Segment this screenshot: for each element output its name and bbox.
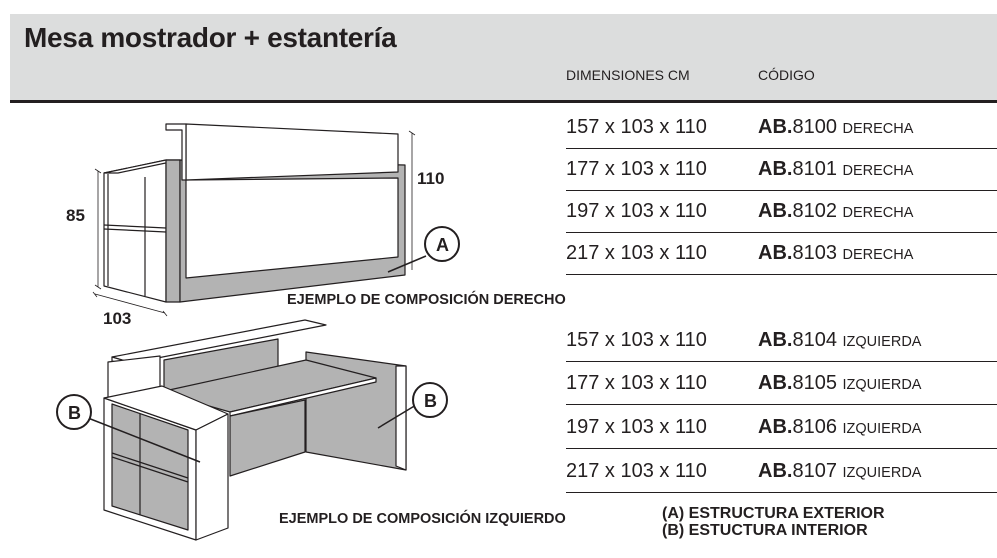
caption-left-composition: EJEMPLO DE COMPOSICIÓN IZQUIERDO: [279, 511, 566, 527]
caption-right-composition: EJEMPLO DE COMPOSICIÓN DERECHO: [287, 292, 566, 308]
marker-b-label-left: B: [68, 403, 81, 423]
row-dimensions: 177 x 103 x 110: [566, 158, 707, 180]
code-side: IZQUIERDA: [842, 377, 922, 393]
code-side: DERECHA: [842, 121, 914, 137]
code-side: DERECHA: [842, 247, 914, 263]
row-dimensions: 177 x 103 x 110: [566, 372, 707, 394]
code-side: IZQUIERDA: [842, 334, 922, 350]
code-prefix: AB.: [758, 116, 793, 138]
dimension-label-height: 85: [66, 206, 85, 225]
page-title: Mesa mostrador + estantería: [24, 22, 397, 53]
marker-b-label-right: B: [424, 391, 437, 411]
legend-item-b: (B) ESTUCTURA INTERIOR: [662, 522, 868, 539]
code-number: 8107: [792, 460, 837, 482]
legend-item-a: (A) ESTRUCTURA EXTERIOR: [662, 505, 885, 522]
row-dimensions: 197 x 103 x 110: [566, 416, 707, 438]
code-prefix: AB.: [758, 416, 793, 438]
code-side: DERECHA: [842, 163, 914, 179]
code-side: IZQUIERDA: [842, 465, 922, 481]
column-header-code: CÓDIGO: [758, 67, 815, 83]
code-number: 8106: [792, 416, 837, 438]
code-prefix: AB.: [758, 242, 793, 264]
code-side: DERECHA: [842, 205, 914, 221]
code-prefix: AB.: [758, 372, 793, 394]
left-composition-drawing: [57, 320, 447, 540]
code-side: IZQUIERDA: [842, 421, 922, 437]
code-prefix: AB.: [758, 200, 793, 222]
right-composition-drawing: [93, 124, 459, 316]
dimension-label-total-height: 110: [417, 169, 445, 188]
code-number: 8104: [792, 329, 837, 351]
code-prefix: AB.: [758, 158, 793, 180]
column-header-dimensions: DIMENSIONES CM: [566, 67, 690, 83]
code-number: 8105: [792, 372, 837, 394]
code-number: 8103: [792, 242, 837, 264]
row-dimensions: 157 x 103 x 110: [566, 116, 707, 138]
dimension-label-depth: 103: [103, 309, 132, 328]
code-number: 8100: [792, 116, 837, 138]
code-number: 8101: [792, 158, 837, 180]
row-dimensions: 157 x 103 x 110: [566, 329, 707, 351]
marker-a-label: A: [436, 235, 449, 255]
code-number: 8102: [792, 200, 837, 222]
row-dimensions: 217 x 103 x 110: [566, 460, 707, 482]
code-prefix: AB.: [758, 329, 793, 351]
row-dimensions: 217 x 103 x 110: [566, 242, 707, 264]
code-prefix: AB.: [758, 460, 793, 482]
row-dimensions: 197 x 103 x 110: [566, 200, 707, 222]
